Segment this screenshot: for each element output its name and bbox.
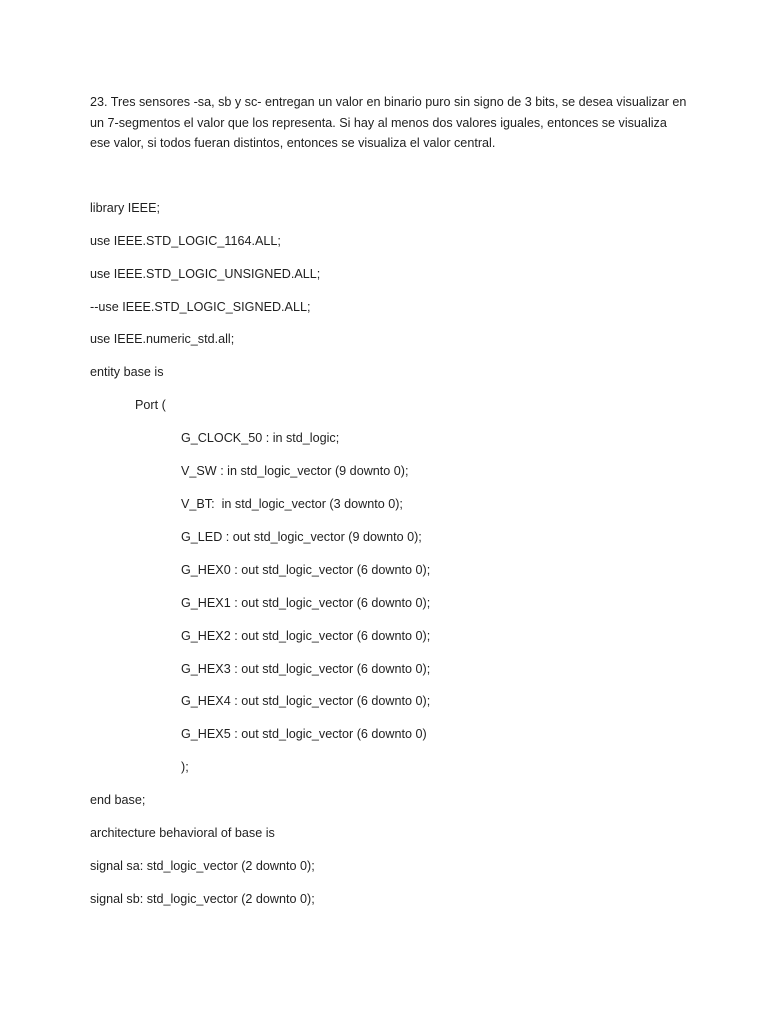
code-line: G_HEX0 : out std_logic_vector (6 downto 0); [181,563,431,577]
code-line: G_HEX5 : out std_logic_vector (6 downto 0) [181,727,427,741]
code-line: signal sb: std_logic_vector (2 downto 0); [90,892,315,906]
problem-line: un 7-segmentos el valor que los representa. Si hay al menos dos valores iguales, entonces se visualiza [90,115,667,130]
code-line: library IEEE; [90,201,160,215]
code-line: signal sa: std_logic_vector (2 downto 0); [90,859,315,873]
code-line: G_LED : out std_logic_vector (9 downto 0); [181,530,422,544]
problem-statement [90,92,690,154]
code-line: G_HEX3 : out std_logic_vector (6 downto 0); [181,662,431,676]
code-line: G_HEX2 : out std_logic_vector (6 downto 0); [181,629,431,643]
code-line: use IEEE.STD_LOGIC_UNSIGNED.ALL; [90,267,321,281]
problem-line: 23. Tres sensores -sa, sb y sc- entregan un valor en binario puro sin signo de 3 bits, se desea visualizar en [90,95,687,109]
code-line: architecture behavioral of base is [90,826,275,840]
code-line: ); [181,760,189,774]
code-line: V_BT: in std_logic_vector (3 downto 0); [181,497,403,511]
code-line: entity base is [90,365,164,379]
code-line: use IEEE.STD_LOGIC_1164.ALL; [90,234,281,248]
code-line: V_SW : in std_logic_vector (9 downto 0); [181,464,409,478]
code-line: G_CLOCK_50 : in std_logic; [181,431,340,445]
code-line: Port ( [135,398,166,412]
code-line: G_HEX1 : out std_logic_vector (6 downto 0); [181,596,431,610]
code-line: --use IEEE.STD_LOGIC_SIGNED.ALL; [90,300,311,314]
code-line: end base; [90,793,146,807]
problem-line: ese valor, si todos fueran distintos, entonces se visualiza el valor central. [90,136,496,150]
code-line: use IEEE.numeric_std.all; [90,332,235,346]
code-line: G_HEX4 : out std_logic_vector (6 downto 0); [181,694,431,708]
